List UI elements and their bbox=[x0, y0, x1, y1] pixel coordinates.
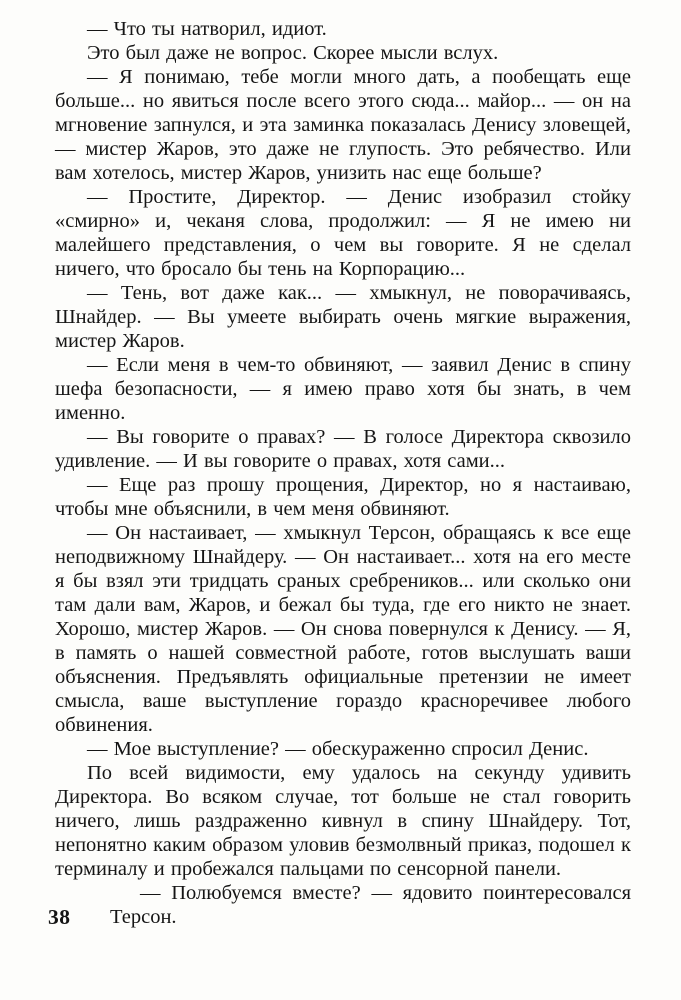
paragraph-11: По всей видимости, ему удалось на секунду удивить Директора. Во всяком случае, тот больше не стал говорить ничего, лишь раздраженно кивнул в спину Шнайдеру. Тот, непонятно каким образом уловив безмолвный приказ, подошел к терминалу и пробежался пальцами по сенсорной панели. bbox=[55, 762, 631, 880]
paragraph-6: — Если меня в чем-то обвиняют, — заявил Денис в спину шефа безопасности, — я имею право хотя бы знать, в чем именно. bbox=[55, 354, 631, 424]
paragraph-3: — Я понимаю, тебе могли много дать, а пообещать еще больше... но явиться после всего этого сюда... майор... — он на мгновение запнулся, и эта заминка показалась Денису зловещей, — мистер Жаров, это даже не глупость. Это ребячество. Или вам хотелось, мистер Жаров, унизить нас еще больше? bbox=[55, 66, 631, 184]
page-number: 38 bbox=[48, 905, 71, 929]
paragraph-12: — Полюбуемся вместе? — ядовито поинтересовался Терсон. bbox=[110, 882, 631, 928]
paragraph-10: — Мое выступление? — обескураженно спросил Денис. bbox=[87, 738, 589, 760]
paragraph-5: — Тень, вот даже как... — хмыкнул, не поворачиваясь, Шнайдер. — Вы умеете выбирать очень мягкие выражения, мистер Жаров. bbox=[55, 282, 631, 352]
paragraph-9: — Он настаивает, — хмыкнул Терсон, обращаясь к все еще неподвижному Шнайдеру. — Он настаивает... хотя на его месте я бы взял эти тридцать сраных сребреников... или сколько они там дали вам, Жаров, и бежал бы туда, где его никто не знает. Хорошо, мистер Жаров. — Он снова повернулся к Денису. — Я, в память о нашей совместной работе, готов выслушать ваши объяснения. Предъявлять официальные претензии не имеет смысла, ваше выступление гораздо красноречивее любого обвинения. bbox=[55, 522, 631, 736]
paragraph-7: — Вы говорите о правах? — В голосе Директора сквозило удивление. — И вы говорите о правах, хотя сами... bbox=[55, 426, 631, 472]
text-column bbox=[48, 17, 631, 929]
paragraph-4: — Простите, Директор. — Денис изобразил стойку «смирно» и, чеканя слова, продолжил: — Я не имею ни малейшего представления, о чем вы говорите. Я не сделал ничего, что бросало бы тень на Корпорацию... bbox=[55, 186, 631, 280]
last-paragraph-row bbox=[48, 881, 631, 929]
paragraph-2: Это был даже не вопрос. Скорее мысли вслух. bbox=[87, 42, 499, 64]
paragraph-1: — Что ты натворил, идиот. bbox=[87, 18, 327, 40]
paragraph-8: — Еще раз прошу прощения, Директор, но я настаиваю, чтобы мне объяснили, в чем меня обвиняют. bbox=[55, 474, 631, 520]
